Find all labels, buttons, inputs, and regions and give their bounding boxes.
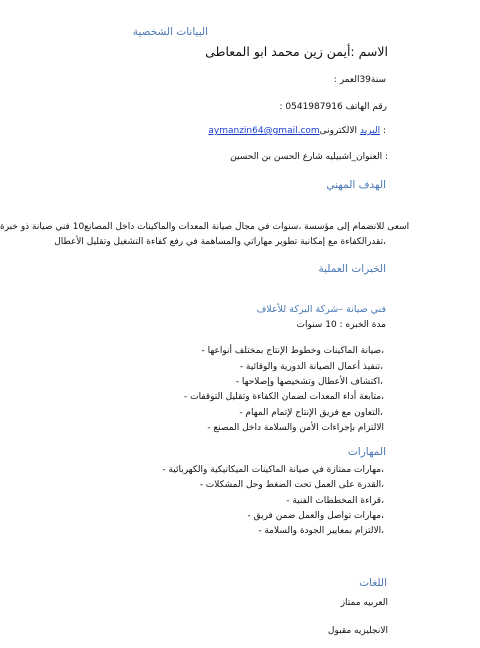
skills-item: ،الالتزام بمعايير الجودة والسلامة - xyxy=(258,526,384,536)
skills-item: ،قراءة المخططات الفنية - xyxy=(286,496,384,506)
email-link[interactable]: aymanzin64@gmail.com xyxy=(208,126,320,136)
experience-item: الالتزام بإجراءات الأمن والسلامة داخل المصنع - xyxy=(207,423,384,433)
experience-item: ،صيانة الماكينات وخطوط الإنتاج بمختلف أنواعها - xyxy=(201,346,384,356)
experience-job-title: فني صيانة –شركة البركة للأعلاف xyxy=(256,304,386,315)
email-label[interactable]: البريد xyxy=(359,126,381,136)
language-arabic: العربيه ممتاز xyxy=(340,598,388,608)
email-colon: : xyxy=(382,126,386,136)
objective-line-2: ،تقدرالكفاءة مع إمكانية تطوير مهاراتي والمساهمة في رفع كفاءة التشغيل وتقليل الأعطال xyxy=(54,237,386,247)
section-experience-heading: الخبرات العملية xyxy=(318,263,386,275)
section-objective-heading: الهدف المهني xyxy=(326,179,386,191)
experience-item: ،اكتشاف الأعطال وتشخيصها وإصلاحها - xyxy=(235,377,383,387)
experience-item: ،متابعة أداء المعدات لضمان الكفاءة وتقليل التوقفات - xyxy=(183,392,384,402)
objective-line-1: اسعى للانضمام إلى مؤسسة ،سنوات في مجال صيانة المعدات والماكينات داخل المصانع10 فني صيانة ذو خبرة xyxy=(0,222,410,232)
name-line: الاسم :أيمن زين محمد ابو المعاطى xyxy=(205,44,388,59)
email-line xyxy=(208,125,386,137)
email-label-rest: الالكترونى xyxy=(319,126,360,136)
skills-item: ،القدرة على العمل تحت الضغط وحل المشكلات - xyxy=(199,480,384,490)
section-skills-heading: المهارات xyxy=(347,446,386,458)
experience-duration: مدة الخبره : 10 سنوات xyxy=(296,320,386,330)
skills-item: ،مهارات ممتازة في صيانة الماكينات الميكانيكية والكهربائية - xyxy=(162,465,384,475)
section-languages-heading: اللغات xyxy=(359,577,387,589)
language-english: الانجليزيه مقبول xyxy=(327,626,388,636)
age-line: سنة39العمر : xyxy=(333,75,386,85)
address-line: : العنوان_اشبيليه شارع الحسن بن الحسين xyxy=(230,152,388,162)
phone-line: رقم الهاتف 0541987916 : xyxy=(279,102,387,112)
skills-item: ،مهارات تواصل والعمل ضمن فريق - xyxy=(247,511,384,521)
experience-item: ،تنفيذ أعمال الصيانة الدورية والوقائية - xyxy=(239,362,383,372)
experience-item: ،التعاون مع فريق الإنتاج لإتمام المهام - xyxy=(239,408,383,418)
section-personal-heading: البيانات الشخصية xyxy=(132,26,208,38)
